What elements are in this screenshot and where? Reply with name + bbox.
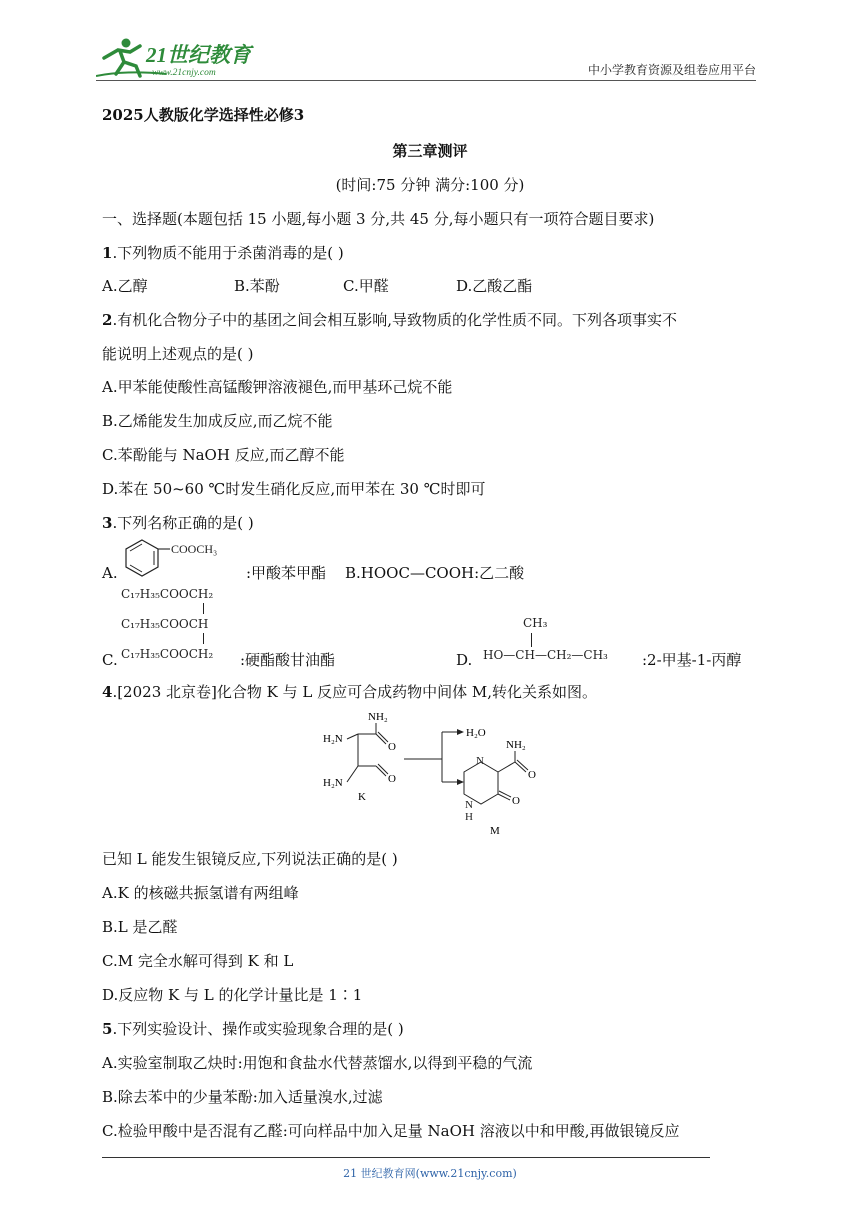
benzene-ring-structure — [118, 536, 246, 584]
alcohol-main-chain: HO—CH—CH₂—CH₃ — [483, 648, 608, 662]
header-divider — [96, 80, 756, 81]
footer-link[interactable]: 21 世纪教育网(www.21cnjy.com) — [343, 1167, 517, 1180]
glyceride-row-3: C₁₇H₃₅COOCH₂ — [121, 647, 214, 661]
m-label: M — [490, 825, 500, 837]
k-oxygen-2: O — [388, 773, 396, 785]
bond-line — [203, 633, 204, 644]
question-2-option-b: B.乙烯能发生加成反应,而乙烷不能 — [102, 412, 333, 430]
question-1-stem — [102, 243, 344, 263]
m-hydrogen: H — [465, 811, 473, 823]
question-number: 4 — [102, 683, 113, 701]
glyceride-row-2: C₁₇H₃₅COOCH — [121, 617, 209, 631]
site-logo — [96, 36, 266, 80]
question-3-option-a-name: :甲酸苯甲酯 — [246, 564, 327, 582]
series-title: 2025人教版化学选择性必修3 — [102, 106, 305, 124]
question-4-option-b: B.L 是乙醛 — [102, 918, 178, 936]
question-text: .下列名称正确的是( ) — [112, 514, 254, 532]
water-product: H₂O — [466, 727, 486, 739]
page-title: 第三章测评 — [392, 142, 468, 160]
header-tagline: 中小学教育资源及组卷应用平台 — [587, 63, 756, 77]
k-nh2-top: NH₂ — [368, 711, 388, 723]
question-number: 3 — [102, 514, 113, 532]
question-text: .[2023 北京卷]化合物 K 与 L 反应可合成药物中间体 M,转化关系如图。 — [112, 683, 597, 701]
question-5-option-a: A.实验室制取乙炔时:用饱和食盐水代替蒸馏水,以得到平稳的气流 — [102, 1054, 533, 1072]
question-number: 5 — [102, 1020, 113, 1038]
question-text: .下列物质不能用于杀菌消毒的是( ) — [112, 244, 344, 262]
question-1-option-a: A.乙醇 — [102, 277, 148, 295]
glyceride-row-1: C₁₇H₃₅COOCH₂ — [121, 587, 214, 601]
question-5-option-b: B.除去苯中的少量苯酚:加入适量溴水,过滤 — [102, 1088, 383, 1106]
question-2-stem-cont: 能说明上述观点的是( ) — [102, 345, 254, 363]
question-3-option-a-label: A. — [102, 564, 118, 582]
question-number: 1 — [102, 244, 113, 262]
m-oxygen-2: O — [512, 795, 520, 807]
logo-main-text: 21世纪教育 — [146, 43, 251, 67]
question-1-option-d: D.乙酸乙酯 — [456, 277, 533, 295]
reaction-scheme — [318, 706, 558, 842]
question-4-stem — [102, 682, 597, 702]
m-oxygen-1: O — [528, 769, 536, 781]
question-3-stem — [102, 513, 254, 533]
question-4-note: 已知 L 能发生银镜反应,下列说法正确的是( ) — [102, 850, 398, 868]
k-label: K — [358, 791, 366, 803]
reaction-arrows — [404, 727, 486, 785]
compound-m — [464, 739, 536, 837]
question-4-option-c: C.M 完全水解可得到 K 和 L — [102, 952, 294, 970]
question-2-stem — [102, 310, 677, 330]
question-2-option-a: A.甲苯能使酸性高锰酸钾溶液褪色,而甲基环己烷不能 — [102, 378, 453, 396]
m-nh2: NH₂ — [506, 739, 526, 751]
glyceride-structure — [121, 586, 213, 662]
question-number: 2 — [102, 311, 113, 329]
question-3-option-d-name: :2-甲基-1-丙醇 — [642, 651, 742, 669]
question-3-option-c-label: C. — [102, 651, 118, 669]
question-3-option-b: B.HOOC—COOH:乙二酸 — [345, 564, 525, 582]
question-5-stem — [102, 1019, 404, 1039]
question-4-option-a: A.K 的核磁共振氢谱有两组峰 — [102, 884, 299, 902]
k-h2n-left: H₂N — [323, 733, 343, 745]
question-4-option-d: D.反应物 K 与 L 的化学计量比是 1∶1 — [102, 986, 363, 1004]
bond-line — [203, 603, 204, 614]
question-3-option-d-label: D. — [456, 651, 473, 669]
m-nitrogen-2: N — [465, 799, 473, 811]
compound-k — [323, 711, 396, 803]
question-text: .有机化合物分子中的基团之间会相互影响,导致物质的化学性质不同。下列各项事实不 — [112, 311, 677, 329]
methyl-branch: CH₃ — [523, 616, 548, 630]
question-2-option-c: C.苯酚能与 NaOH 反应,而乙醇不能 — [102, 446, 345, 464]
question-1-option-c: C.甲醛 — [343, 277, 389, 295]
question-text: .下列实验设计、操作或实验现象合理的是( ) — [112, 1020, 404, 1038]
question-2-option-d: D.苯在 50~60 ℃时发生硝化反应,而甲苯在 30 ℃时即可 — [102, 480, 486, 498]
ester-group-label: COOCH₃ — [171, 542, 218, 556]
exam-meta: (时间:75 分钟 满分:100 分) — [335, 176, 525, 194]
question-3-option-c-name: :硬酯酸甘油酯 — [240, 651, 336, 669]
m-nitrogen-1: N — [476, 755, 484, 767]
k-h2n-bottom: H₂N — [323, 777, 343, 789]
footer-divider — [102, 1157, 710, 1158]
section-heading: 一、选择题(本题包括 15 小题,每小题 3 分,共 45 分,每小题只有一项符合题目要求) — [102, 210, 655, 228]
logo-url-text: www.21cnjy.com — [152, 68, 216, 78]
bond-line — [531, 633, 532, 647]
question-1-option-b: B.苯酚 — [234, 277, 280, 295]
k-oxygen-1: O — [388, 741, 396, 753]
question-5-option-c: C.检验甲酸中是否混有乙醛:可向样品中加入足量 NaOH 溶液以中和甲酸,再做银镜反应 — [102, 1122, 680, 1140]
